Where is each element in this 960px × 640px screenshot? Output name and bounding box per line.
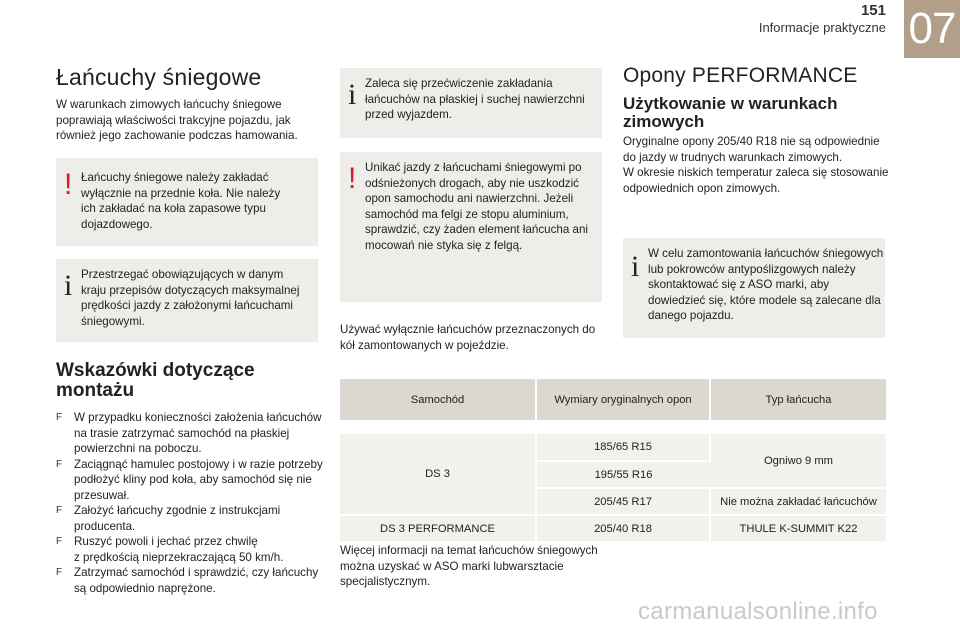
column-header-chain-type: Typ łańcucha: [710, 379, 886, 420]
subsection-title-winter-use: Użytkowanie w warunkach zimowych: [623, 94, 838, 131]
flag-icon: F: [56, 412, 63, 423]
info-icon: i: [631, 250, 640, 283]
snow-chains-table: [340, 379, 886, 543]
cell-tyre: 195/55 R16: [536, 461, 710, 488]
info-text: Zaleca się przećwiczenie zakładania łańcuchów na płaskiej i suchej nawierzchni przed wyjazdem.: [365, 77, 585, 121]
info-box-contact-dealer: [623, 238, 885, 338]
flag-icon: F: [56, 567, 63, 578]
page-number: 151: [860, 2, 886, 19]
table-row: [340, 434, 886, 461]
cell-tyre: 205/45 R17: [536, 488, 710, 515]
info-icon: i: [348, 78, 357, 111]
warning-exclamation-icon: !: [348, 162, 357, 195]
info-icon: i: [64, 269, 73, 302]
column-header-car: Samochód: [340, 379, 536, 420]
section-title-performance-tyres: Opony PERFORMANCE: [623, 64, 858, 87]
warning-text: Unikać jazdy z łańcuchami śniegowymi po odśnieżonych drogach, aby nie uszkodzić opon samochodu ani nawierzchni. Jeżeli samochód ma felgi ze stopu aluminium, sprawdzić, czy żaden element łańcucha ani mocowań nie styka się z felgą.: [365, 161, 588, 252]
warning-box-cleared-roads: [340, 152, 602, 302]
chapter-label: Informacje praktyczne: [758, 20, 886, 35]
mounting-tips-list: [56, 410, 326, 596]
flag-icon: F: [56, 505, 63, 516]
info-box-speed-limits: [56, 259, 318, 342]
column-header-tyre-size: Wymiary oryginalnych opon: [536, 379, 710, 420]
list-item: F W przypadku konieczności założenia łańcuchów na trasie zatrzymać samochód na płaskiej powierzchni na poboczu.: [56, 411, 322, 455]
info-text: W celu zamontowania łańcuchów śniegowych lub pokrowców antypoślizgowych należy skontaktować się z ASO marki, aby dowiedzieć się, które modele są zalecane dla danego pojazdu.: [648, 247, 884, 322]
usage-paragraph: Używać wyłącznie łańcuchów przeznaczonych do kół zamontowanych w pojeździe.: [340, 323, 596, 352]
flag-icon: F: [56, 536, 63, 547]
table-row: [340, 515, 886, 542]
table-footer-note: Więcej informacji na temat łańcuchów śniegowych można uzyskać w ASO marki lubwarsztacie specjalistycznym.: [340, 544, 598, 588]
watermark: carmanualsonline.info: [638, 598, 878, 625]
performance-paragraph: Oryginalne opony 205/40 R18 nie są odpowiednie do jazdy w trudnych warunkach zimowych. W okresie niskich temperatur zaleca się stosowanie odpowiednich opon zimowych.: [623, 135, 889, 195]
cell-chain-type: Nie można zakładać łańcuchów: [710, 488, 886, 515]
chapter-number-tab: 07: [904, 0, 960, 58]
info-text: Przestrzegać obowiązujących w danym kraju przepisów dotyczących maksymalnej prędkości jazdy z założonymi łańcuchami śniegowymi.: [81, 268, 300, 328]
info-box-practice: [340, 68, 602, 138]
warning-exclamation-icon: !: [64, 168, 73, 201]
list-item: F Zatrzymać samochód i sprawdzić, czy łańcuchy są odpowiednio naprężone.: [56, 566, 319, 595]
section-title-snow-chains: Łańcuchy śniegowe: [56, 64, 262, 90]
cell-car-ds3: DS 3: [340, 434, 536, 515]
cell-chain-type: THULE K-SUMMIT K22: [710, 515, 886, 542]
warning-text: Łańcuchy śniegowe należy zakładać wyłącznie na przednie koła. Nie należy ich zakładać na koła zapasowe typu dojazdowego.: [81, 171, 281, 231]
cell-tyre: 185/65 R15: [536, 434, 710, 461]
intro-paragraph: W warunkach zimowych łańcuchy śniegowe poprawiają właściwości trakcyjne pojazdu, jak również jego zachowanie podczas hamowania.: [56, 98, 298, 142]
flag-icon: F: [56, 458, 63, 470]
cell-car-ds3-performance: DS 3 PERFORMANCE: [340, 515, 536, 542]
warning-box-front-wheels: [56, 158, 318, 246]
list-item: F Ruszyć powoli i jechać przez chwilę z prędkością nieprzekraczającą 50 km/h.: [56, 535, 284, 564]
section-title-mounting-tips: Wskazówki dotyczące montażu: [56, 360, 255, 401]
cell-tyre: 205/40 R18: [536, 515, 710, 542]
page-header: [759, 2, 886, 36]
table-header-row: [340, 379, 886, 420]
list-item: F Zaciągnąć hamulec postojowy i w razie potrzeby podłożyć kliny pod koła, aby samochód się nie przesuwał.: [56, 457, 323, 502]
cell-chain-type: Ogniwo 9 mm: [710, 434, 886, 488]
list-item: F Założyć łańcuchy zgodnie z instrukcjami producenta.: [56, 504, 281, 533]
